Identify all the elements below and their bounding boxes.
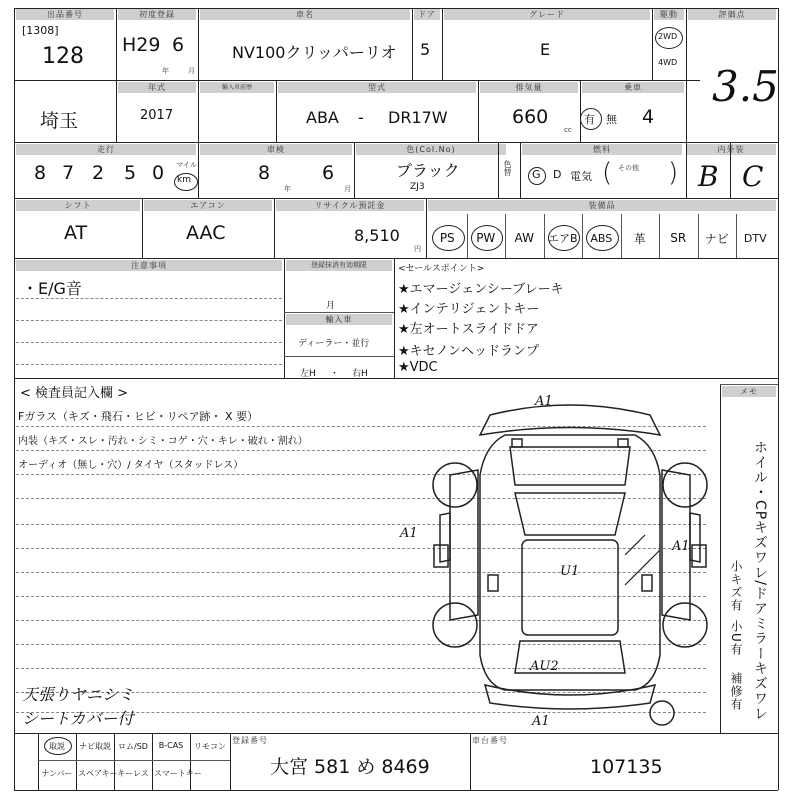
equipment-item <box>505 220 544 256</box>
grade-label: グレード <box>444 9 650 20</box>
sales-point-5: ★VDC <box>398 360 438 375</box>
damage-mark-au2-rear: AU2 <box>530 659 559 674</box>
mileage-digit-4: 5 <box>124 162 137 184</box>
fuel-g: G <box>532 168 541 181</box>
model-code: DR17W <box>388 108 448 127</box>
doors-value: 5 <box>420 40 431 59</box>
side-note-small-3: 補修有 <box>729 672 743 711</box>
year-label: 年式 <box>118 82 196 93</box>
grade-value: E <box>540 40 551 59</box>
handwritten-note-2: シートカバー付 <box>22 709 134 728</box>
recycle-value: 8,510 <box>354 226 400 245</box>
equipment-item <box>428 220 467 256</box>
equipment-label: ナビ <box>704 231 729 246</box>
import-dealer-value: ディーラー・並行 <box>298 339 370 349</box>
seats-label: 乗車 <box>582 82 684 93</box>
damage-mark-u1-roof: U1 <box>560 564 580 579</box>
model-year-value: 2017 <box>140 108 174 123</box>
recycle-unit: 円 <box>414 245 421 253</box>
mileage-unit: km <box>177 175 191 185</box>
displacement-value: 660 <box>512 106 549 128</box>
model-dash: - <box>358 108 364 127</box>
mileage-digit-3: 2 <box>92 162 105 184</box>
equipment-item <box>621 220 660 256</box>
side-note-small-2: 小U有 <box>729 620 743 656</box>
fuel-other: その他 <box>618 164 639 172</box>
turbo-yes: 有 <box>584 113 595 126</box>
area-value: 埼玉 <box>40 110 79 132</box>
equipment-item <box>467 220 506 256</box>
inspection-label: 車検 <box>200 144 352 155</box>
inspection-year-unit: 年 <box>284 185 291 193</box>
sales-point-3: ★左オートスライドドア <box>398 322 539 337</box>
expiry-month: 月 <box>326 301 336 311</box>
inspector-line-audio: オーディオ（無し・穴）/ タイヤ（スタッドレス） <box>18 460 244 471</box>
option-item: スマートキー <box>154 769 202 778</box>
import-prev-label: 輸入車前歴 <box>200 82 274 93</box>
drive-4wd: 4WD <box>658 58 678 67</box>
doors-label: ドア <box>414 9 440 20</box>
side-note: ホイル・CPキズワレ/ドアミラーキズワレ <box>752 440 768 721</box>
first-reg-label: 初度登録 <box>118 9 196 20</box>
shift-value: AT <box>64 222 88 244</box>
side-note-small-1: 小キズ有 <box>729 560 743 612</box>
sales-points-label: <セールスポイント> <box>398 264 485 274</box>
equipment-item <box>659 220 698 256</box>
equipment-item <box>736 220 775 256</box>
steering-sep: ・ <box>330 369 340 379</box>
score-label: 評価点 <box>688 9 776 20</box>
mileage-digit-2: 7 <box>62 162 75 184</box>
option-item: リモコン <box>194 742 226 751</box>
lot-label: 出品番号 <box>16 9 114 20</box>
fuel-ev: 電気 <box>570 170 592 183</box>
displacement-label: 排気量 <box>480 82 578 93</box>
plate-number: 大宮 581 め 8469 <box>270 756 430 778</box>
equipment-item <box>544 220 583 256</box>
mileage-label: 走行 <box>16 144 196 155</box>
notes-label: 注意事項 <box>16 260 282 271</box>
equipment-label: DTV <box>743 231 767 245</box>
inspector-line-glass: Fガラス（キズ・飛石・ヒビ・リペア跡・ X 要） <box>18 410 259 423</box>
import-dealer-label: 輸入車 <box>286 314 392 325</box>
equipment-label: PW <box>476 231 496 245</box>
inspector-label: < 検査員記入欄 > <box>20 386 129 401</box>
steering-left: 左H <box>300 369 316 379</box>
first-reg-era: H29 <box>122 34 161 56</box>
mileage-digit-1: 8 <box>34 162 47 184</box>
fuel-label: 燃料 <box>522 144 682 155</box>
chassis-label: 車台番号 <box>472 736 508 745</box>
expiry-label: 登録抹消有効期限 <box>286 260 392 271</box>
plate-label: 登録番号 <box>232 736 268 745</box>
option-item: ナンバー <box>41 769 73 778</box>
sales-point-4: ★キセノンヘッドランプ <box>398 344 540 359</box>
inspector-line-interior: 内装（キズ・スレ・汚れ・シミ・コゲ・穴・キレ・破れ・割れ） <box>18 436 308 447</box>
equipment-label: 革 <box>633 231 646 246</box>
car-damage-diagram <box>400 385 720 730</box>
equipment-item <box>582 220 621 256</box>
turbo-no: 無 <box>606 113 617 126</box>
score-value: 3.5 <box>712 62 779 111</box>
equipment-label: PS <box>439 231 455 245</box>
lot-prefix: [1308] <box>22 24 59 37</box>
exterior-grade: C <box>742 160 764 193</box>
equipment-label: ABS <box>590 231 613 245</box>
damage-mark-a1-left: A1 <box>400 526 418 541</box>
damage-mark-a1-rear: A1 <box>532 714 550 729</box>
car-name-value: NV100クリッパーリオ <box>232 43 397 62</box>
first-reg-month-unit: 月 <box>188 67 195 75</box>
recycle-label: リサイクル預託金 <box>276 200 424 211</box>
sales-point-2: ★インテリジェントキー <box>398 302 540 317</box>
aircon-label: エアコン <box>144 200 272 211</box>
drive-label: 駆動 <box>654 9 684 20</box>
handwritten-note-1: 天張りヤニシミ <box>22 685 135 704</box>
shift-label: シフト <box>16 200 140 211</box>
option-item: キーレス <box>117 769 149 778</box>
lot-number: 128 <box>42 44 84 69</box>
steering-right: 右H <box>352 369 368 379</box>
interior-grade: B <box>698 160 719 193</box>
damage-mark-a1-front: A1 <box>535 394 553 409</box>
damage-mark-a1-right: A1 <box>672 539 690 554</box>
sales-point-1: ★エマージェンシーブレーキ <box>398 282 564 297</box>
aircon-value: AAC <box>186 222 226 244</box>
equipment-item <box>698 220 737 256</box>
model-prefix: ABA <box>306 108 339 127</box>
equipment-label: エアB <box>547 232 578 245</box>
fuel-d: D <box>553 168 562 181</box>
option-item: 取説 <box>49 742 65 751</box>
option-item: ロム/SD <box>118 742 148 751</box>
first-reg-year-unit: 年 <box>162 67 169 75</box>
color-name: ブラック <box>396 161 460 180</box>
color-label: 色(Col.No) <box>356 144 506 155</box>
first-reg-month: 6 <box>172 34 185 56</box>
diagram-memo-label: メモ <box>722 386 776 397</box>
option-item: B-CAS <box>158 741 184 750</box>
option-item: ナビ取説 <box>79 742 111 751</box>
option-item: スペアキー <box>78 769 118 778</box>
seats-value: 4 <box>642 106 655 128</box>
color-code: ZJ3 <box>410 182 425 192</box>
model-label: 型式 <box>278 82 476 93</box>
displacement-unit: cc <box>564 126 572 134</box>
inspection-month: 6 <box>322 162 335 184</box>
inspection-month-unit: 月 <box>344 185 351 193</box>
mileage-digit-5: 0 <box>152 162 165 184</box>
drive-2wd: 2WD <box>658 32 678 41</box>
equipment-label: SR <box>670 231 687 245</box>
mileage-unit-top: マイル <box>176 161 197 169</box>
interior-label: 内外装 <box>686 144 776 155</box>
inspection-year: 8 <box>258 162 271 184</box>
chassis-number: 107135 <box>590 756 663 778</box>
car-name-label: 車名 <box>200 9 410 20</box>
equipment-label: AW <box>514 231 534 245</box>
color-change-label: 色替 <box>503 160 512 176</box>
equipment-label: 装備品 <box>428 200 776 211</box>
notes-value: ・E/G音 <box>22 279 82 298</box>
